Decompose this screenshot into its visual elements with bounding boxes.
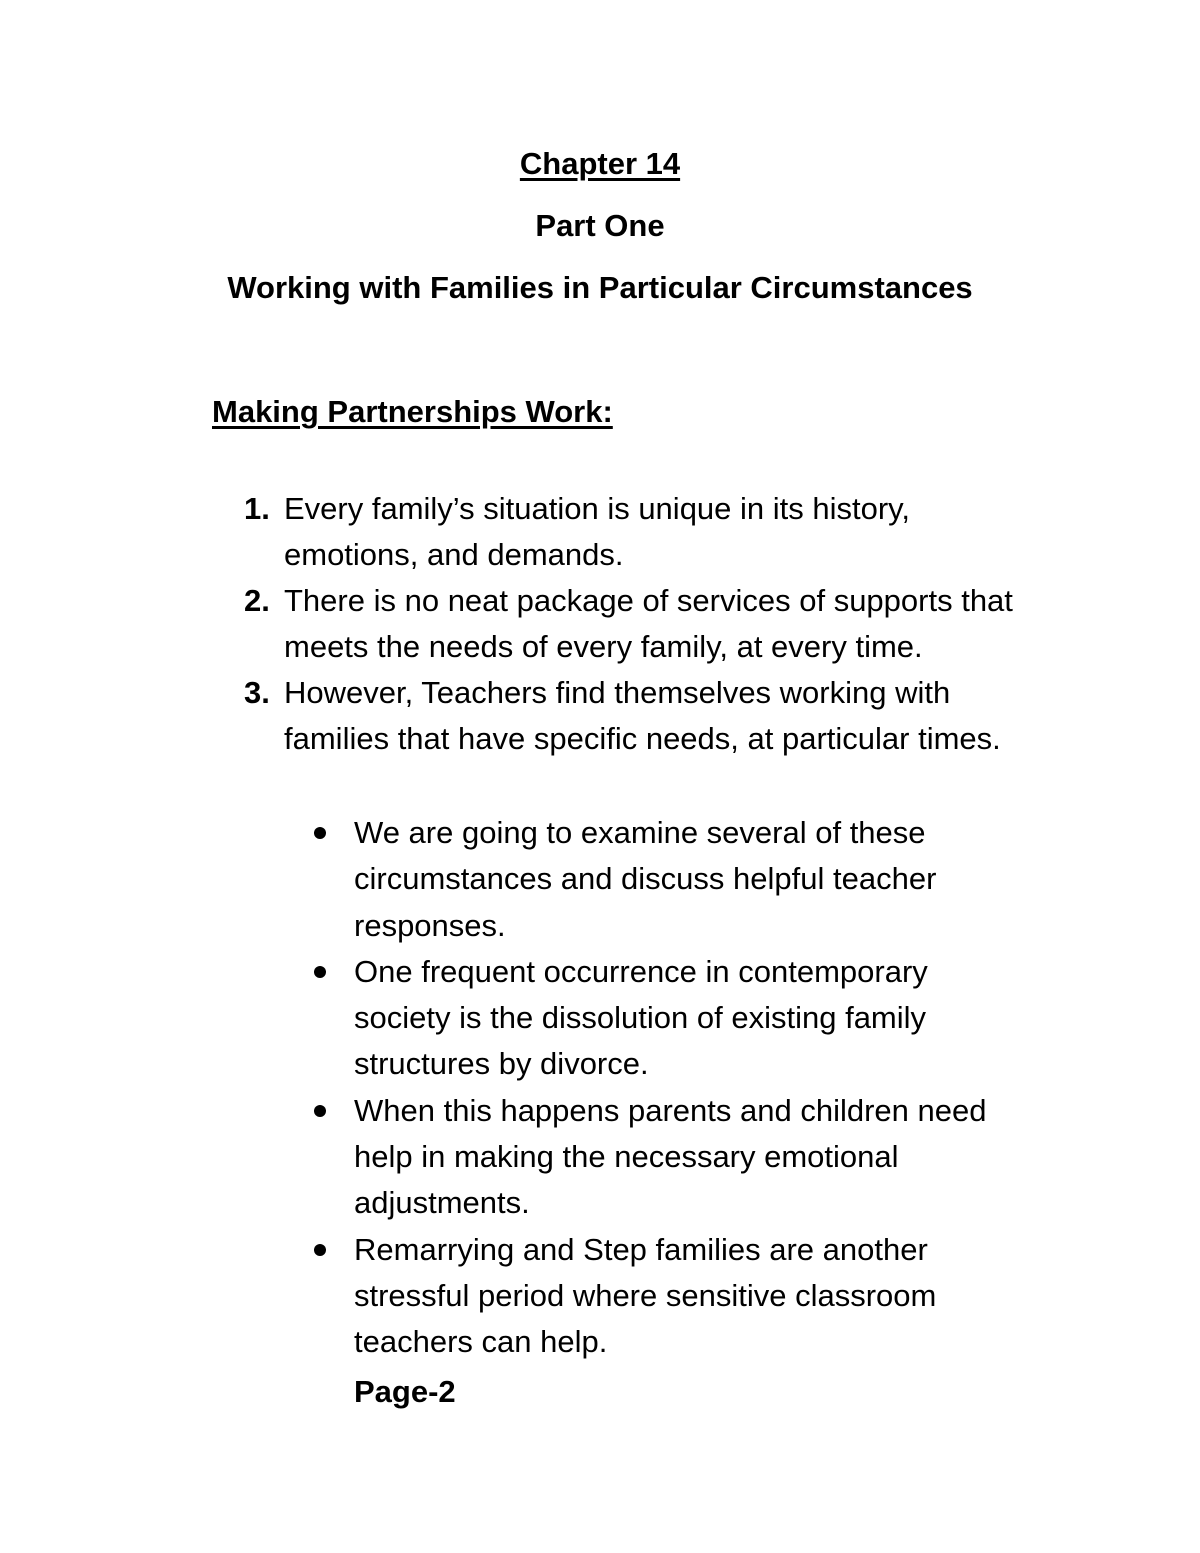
numbered-item xyxy=(244,670,1124,762)
bullet-text-line: structures by divorce. xyxy=(354,1046,649,1082)
item-text-line: There is no neat package of services of supports that xyxy=(284,583,1013,618)
item-number: 3. xyxy=(244,675,270,710)
bullet-icon xyxy=(314,966,326,978)
item-text-line: Every family’s situation is unique in its history, xyxy=(284,491,910,526)
bullet-text-line: responses. xyxy=(354,907,506,943)
bullet-text-line: circumstances and discuss helpful teacher xyxy=(354,861,937,897)
item-text-line: families that have specific needs, at particular times. xyxy=(284,721,1001,756)
page-number-label: Page-2 xyxy=(354,1374,456,1409)
bullet-item xyxy=(314,1088,1114,1227)
bullet-item xyxy=(314,1227,1114,1366)
section-heading: Making Partnerships Work: xyxy=(212,394,613,429)
bullet-icon xyxy=(314,1244,326,1256)
part-title: Part One xyxy=(535,208,665,243)
item-text-line: meets the needs of every family, at every time. xyxy=(284,629,923,664)
bullet-icon xyxy=(314,1105,326,1117)
bullet-text-line: help in making the necessary emotional xyxy=(354,1139,899,1175)
bullet-text-line: stressful period where sensitive classroom xyxy=(354,1277,937,1313)
numbered-item xyxy=(244,486,1124,578)
bullet-icon xyxy=(314,827,326,839)
item-text-line: emotions, and demands. xyxy=(284,537,624,572)
bullet-text-line: When this happens parents and children need xyxy=(354,1092,987,1128)
bullet-text-line: We are going to examine several of these xyxy=(354,815,926,850)
bullet-list xyxy=(314,810,1114,1366)
bullet-item xyxy=(314,810,1114,949)
bullet-text-line: One frequent occurrence in contemporary xyxy=(354,953,928,989)
bullet-item xyxy=(314,949,1114,1088)
bullet-text-line: society is the dissolution of existing family xyxy=(354,1000,927,1036)
chapter-title: Chapter 14 xyxy=(519,146,681,181)
bullet-text-line: adjustments. xyxy=(354,1185,530,1221)
item-text-line: However, Teachers find themselves working with xyxy=(284,675,951,710)
item-number: 1. xyxy=(244,491,270,526)
item-number: 2. xyxy=(244,583,270,618)
numbered-item xyxy=(244,578,1124,670)
document-subtitle: Working with Families in Particular Circumstances xyxy=(227,270,973,305)
numbered-list xyxy=(244,486,1124,762)
bullet-text-line: teachers can help. xyxy=(354,1324,608,1360)
bullet-text-line: Remarrying and Step families are another xyxy=(354,1231,928,1267)
